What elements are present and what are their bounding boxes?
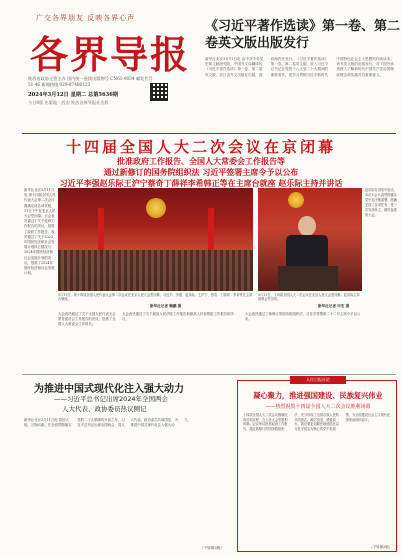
top-story-title[interactable]: 《习近平著作选读》第一卷、第二卷英文版出版发行 [205,19,401,51]
lead-story-column-right: 赵乐际在讲话中指出，本次大会认真贯彻落实党中央决策部署，圆满完成了各项任务，是一次发扬民主、团结奋进的大会。 [365,188,397,217]
editorial-box [237,377,397,552]
photo-caption-2: 3月11日，十四届全国人大二次会议在北京人民大会堂闭幕。赵乐际主持闭幕会并讲话。 [258,293,360,302]
photo-credit-1: 新华社记者 鞠鹏 摄 [150,304,182,308]
plenary-hall-photo[interactable] [58,188,253,291]
editorial-body: 十四届全国人大二次会议圆满完成各项议程，在人民大会堂胜利闭幕。会议审议批准政府工作报告，通过新修订的国务院组织法，充分体现了全国各族人民的共同意志。踔厉奋发，勇毅前行，我们要更加紧密地团结在以习近平同志为核心的党中央周围，为全面建设社会主义现代化国家而团结奋斗。 [243,413,391,431]
editorial-tag: 人民日报社论 [290,376,346,384]
masthead-info: 陕西省政协主管主办 国内统一连续出版物号 CN61-0034 邮发代号 51-46 新闻热线 029-87400123 [28,76,153,87]
lower-story-continue[interactable]: （下转第2版） [200,546,224,550]
speaker-photo[interactable] [258,188,362,291]
lower-story-subtitle-1: ——习近平总书记出席2024年全国两会 [54,395,169,403]
top-story-body: 新华社北京3月11日电 由中共中央党史和文献研究院、中国外文局翻译的《习近平著作选读》第一卷、第二卷英文版，近日由外文出版社出版，面向海内外发行。《习近平著作选读》第一卷、第二卷英文版，收入习近平总书记在党的十八大至二十大期间的重要著作，是学习贯彻习近平新时代中国特色社会主义思想的权威读本。该书英文版的出版发行，对于国外读者深入了解新时代中国共产党治国理政理念和实践具有重要意义。 [205,57,394,77]
subhead-2: 通过新修订的国务院组织法 习近平签署主席令予以公布 [103,168,299,177]
lead-headline[interactable]: 十四届全国人大二次会议在京闭幕 [65,138,336,156]
masthead-divider [22,133,396,134]
lower-story-body: 新华社北京3月11日电 春回大地，万物向新。在全面贯彻落实党的二十大精神的开局之年，习近平总书记出席全国两会，同人大代表、政协委员共商国是，为推进中国式现代化注入强大动力。 [24,418,191,428]
lead-story-mid-center: 大会表决通过了关于最高人民法院工作报告和最高人民检察院工作报告的决议。 [122,312,234,322]
national-emblem-icon [146,198,166,218]
editorial-title[interactable]: 凝心聚力，推进强国建设、民族复兴伟业 [253,391,383,400]
lead-story-column-left: 新华社北京3月11日电 第十四届全国人民代表大会第二次会议圆满完成各项议程，11日下午在北京人民大会堂闭幕。大会表决通过了关于政府工作报告的决议，批准了政府工作报告。表决通过了关于2023年国民经济和社会发展计划执行情况与2024年国民经济和社会发展计划的决议，批准了2024年国民经济和社会发展计划。 [24,188,56,276]
delegate-seats [58,250,253,291]
issue-meta: 今日8版 出版地：西安 陕西各界导报社出版 [28,100,109,105]
issue-date: 2024年3月12日 星期二 总第5636期 [28,92,119,98]
newspaper-brand[interactable]: 各界导报 [30,32,191,77]
photo-credit-2: 新华社记者 申宏 摄 [318,304,350,308]
qr-code-icon[interactable] [150,83,168,101]
masthead [0,0,402,136]
lead-story-mid-right: 大会表决通过了新修订的国务院组织法，习近平签署第二十二号主席令予以公布。 [245,312,361,322]
subhead-1: 批准政府工作报告、全国人大常委会工作报告等 [117,157,285,166]
red-flag-right [208,208,214,253]
lead-story-mid-left: 大会表决通过了关于全国人民代表大会常务委员会工作报告的决议，批准了全国人大常委会工作报告。 [58,312,116,327]
photo-caption-1: 3月11日，第十四届全国人民代表大会第二次会议在北京人民大会堂闭幕。习近平、李强、赵乐际、王沪宁、蔡奇、丁薛祥、李希等在主席台就座。 [58,293,253,302]
masthead-slogan: 广交各界朋友 反映各界心声 [36,14,136,22]
red-flag-left [98,208,104,253]
speaker-head [298,216,316,236]
editorial-continue[interactable]: （下转第2版） [369,545,392,549]
editorial-subtitle: ——热烈祝贺十四届全国人大二次会议胜利闭幕 [265,404,371,410]
lower-story-title[interactable]: 为推进中国式现代化注入强大动力 [34,384,184,395]
lower-story-subtitle-2: 人大代表、政协委员热议侧记 [62,405,147,413]
subhead-3: 习近平李强赵乐际王沪宁蔡奇丁薛祥李希韩正等在主席台就座 赵乐际主持并讲话 [59,179,343,188]
podium [278,266,338,291]
national-emblem-icon-small [288,192,304,208]
section-divider [22,374,396,375]
